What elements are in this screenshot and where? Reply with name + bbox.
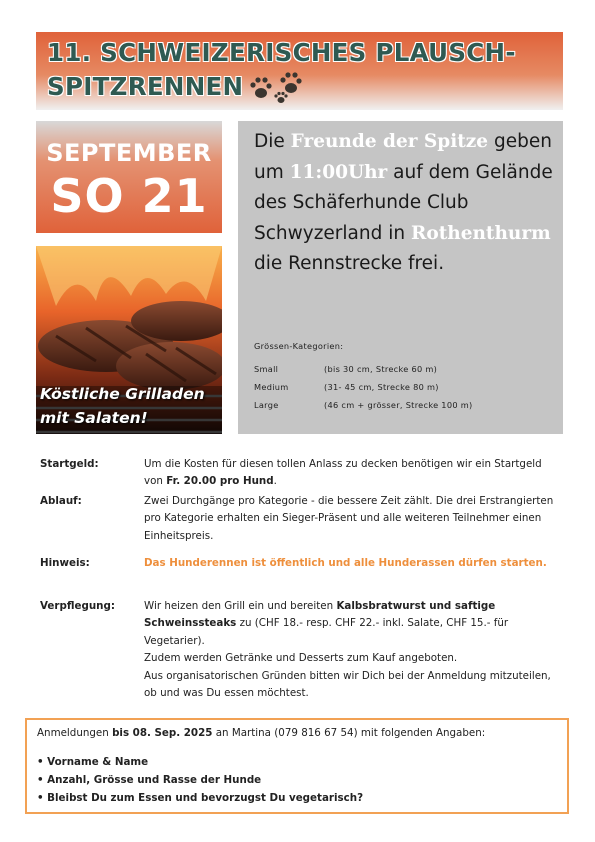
size-desc: (46 cm + grösser, Strecke 100 m)	[324, 400, 473, 410]
startgeld-text-part: Um die Kosten für diesen tollen Anlass zu decken benötigen wir ein Startgeld von	[144, 458, 542, 488]
date-box	[36, 121, 222, 233]
size-name: Small	[254, 364, 279, 374]
intro-text	[254, 127, 559, 280]
ablauf-label: Ablauf:	[40, 495, 82, 507]
registration-item: • Vorname & Name	[37, 756, 149, 768]
size-categories-heading: Grössen-Kategorien:	[254, 341, 344, 351]
intro-text-part: die Rennstrecke frei.	[254, 253, 445, 274]
venue-place: Rothenthurm	[411, 222, 551, 244]
date-month: SEPTEMBER	[46, 139, 212, 167]
size-row-large	[254, 400, 473, 410]
page-title	[47, 36, 557, 105]
date-day: SO 21	[50, 169, 208, 223]
registration-item-text: Anzahl, Grösse und Rasse der Hunde	[47, 774, 262, 786]
verpflegung-note: Aus organisatorischen Gründen bitten wir Dich bei der Anmeldung mitzuteilen, ob und was Du essen möchtest.	[144, 669, 551, 700]
startgeld-label: Startgeld:	[40, 458, 99, 470]
size-row-medium	[254, 382, 439, 392]
registration-text	[37, 727, 485, 739]
registration-item: • Anzahl, Grösse und Rasse der Hunde	[37, 774, 262, 786]
verpflegung-paragraph	[144, 598, 554, 650]
registration-item: • Bleibst Du zum Essen und bevorzugst Du vegetarisch?	[37, 792, 364, 804]
title-banner	[36, 32, 563, 110]
club-name: Freunde der Spitze	[290, 131, 489, 152]
size-desc: (bis 30 cm, Strecke 60 m)	[324, 364, 438, 374]
intro-text-part: auf dem Gelände des Schäferhunde Club Schwyzerland in	[254, 161, 553, 244]
ablauf-text: Zwei Durchgänge pro Kategorie - die bessere Zeit zählt. Die drei Erstrangierten pro Kategorie erhalten ein Sieger-Präsent und alle weiteren Teilnehmer einen Einheitspreis.	[144, 495, 554, 542]
registration-text-part: Anmeldungen	[37, 727, 113, 739]
size-name: Medium	[254, 382, 289, 392]
intro-text-part: Die	[254, 131, 291, 152]
registration-text-part: an Martina (079 816 67 54) mit folgenden Angaben:	[212, 727, 486, 739]
section-ablauf	[40, 493, 560, 547]
size-row-small	[254, 364, 437, 374]
intro-text-part: geben um	[254, 131, 552, 183]
verpflegung-text-part: zu (CHF 18.- resp. CHF 22.- inkl. Salate, CHF 15.- für Vegetarier).	[144, 617, 509, 647]
start-time: 11:00Uhr	[289, 161, 388, 183]
startgeld-text	[144, 456, 554, 491]
verpflegung-text	[144, 598, 554, 702]
hinweis-label: Hinweis:	[40, 557, 90, 569]
section-startgeld	[40, 456, 560, 492]
section-hinweis	[40, 555, 560, 591]
registration-item-text: Vorname & Name	[47, 756, 149, 768]
startgeld-text-part: .	[273, 475, 277, 488]
grill-photo	[36, 246, 222, 434]
registration-item-text: Bleibst Du zum Essen und bevorzugst Du vegetarisch?	[47, 792, 364, 804]
verpflegung-drinks: Zudem werden Getränke und Desserts zum Kauf angeboten.	[144, 652, 458, 665]
startgeld-amount: Fr. 20.00 pro Hund	[166, 475, 274, 488]
section-verpflegung	[40, 598, 560, 708]
photo-caption	[40, 382, 205, 430]
verpflegung-text-part: Wir heizen den Grill ein und bereiten	[144, 600, 337, 612]
verpflegung-label: Verpflegung:	[40, 600, 115, 612]
size-name: Large	[254, 400, 279, 410]
verpflegung-menu: Kalbsbratwurst und saftige Schweinssteaks	[144, 600, 496, 630]
page-title-text: 11. SCHWEIZERISCHES PLAUSCH-SPITZRENNEN	[47, 38, 516, 101]
photo-caption-line2: mit Salaten!	[40, 409, 148, 427]
size-desc: (31- 45 cm, Strecke 80 m)	[324, 382, 439, 392]
registration-box	[25, 718, 569, 814]
hinweis-text: Das Hunderennen ist öffentlich und alle Hunderassen dürfen starten.	[144, 557, 547, 569]
paw-prints-icon	[249, 71, 307, 105]
registration-deadline: bis 08. Sep. 2025	[112, 727, 213, 739]
info-box	[238, 121, 563, 434]
photo-caption-line1: Köstliche Grilladen	[40, 385, 205, 403]
